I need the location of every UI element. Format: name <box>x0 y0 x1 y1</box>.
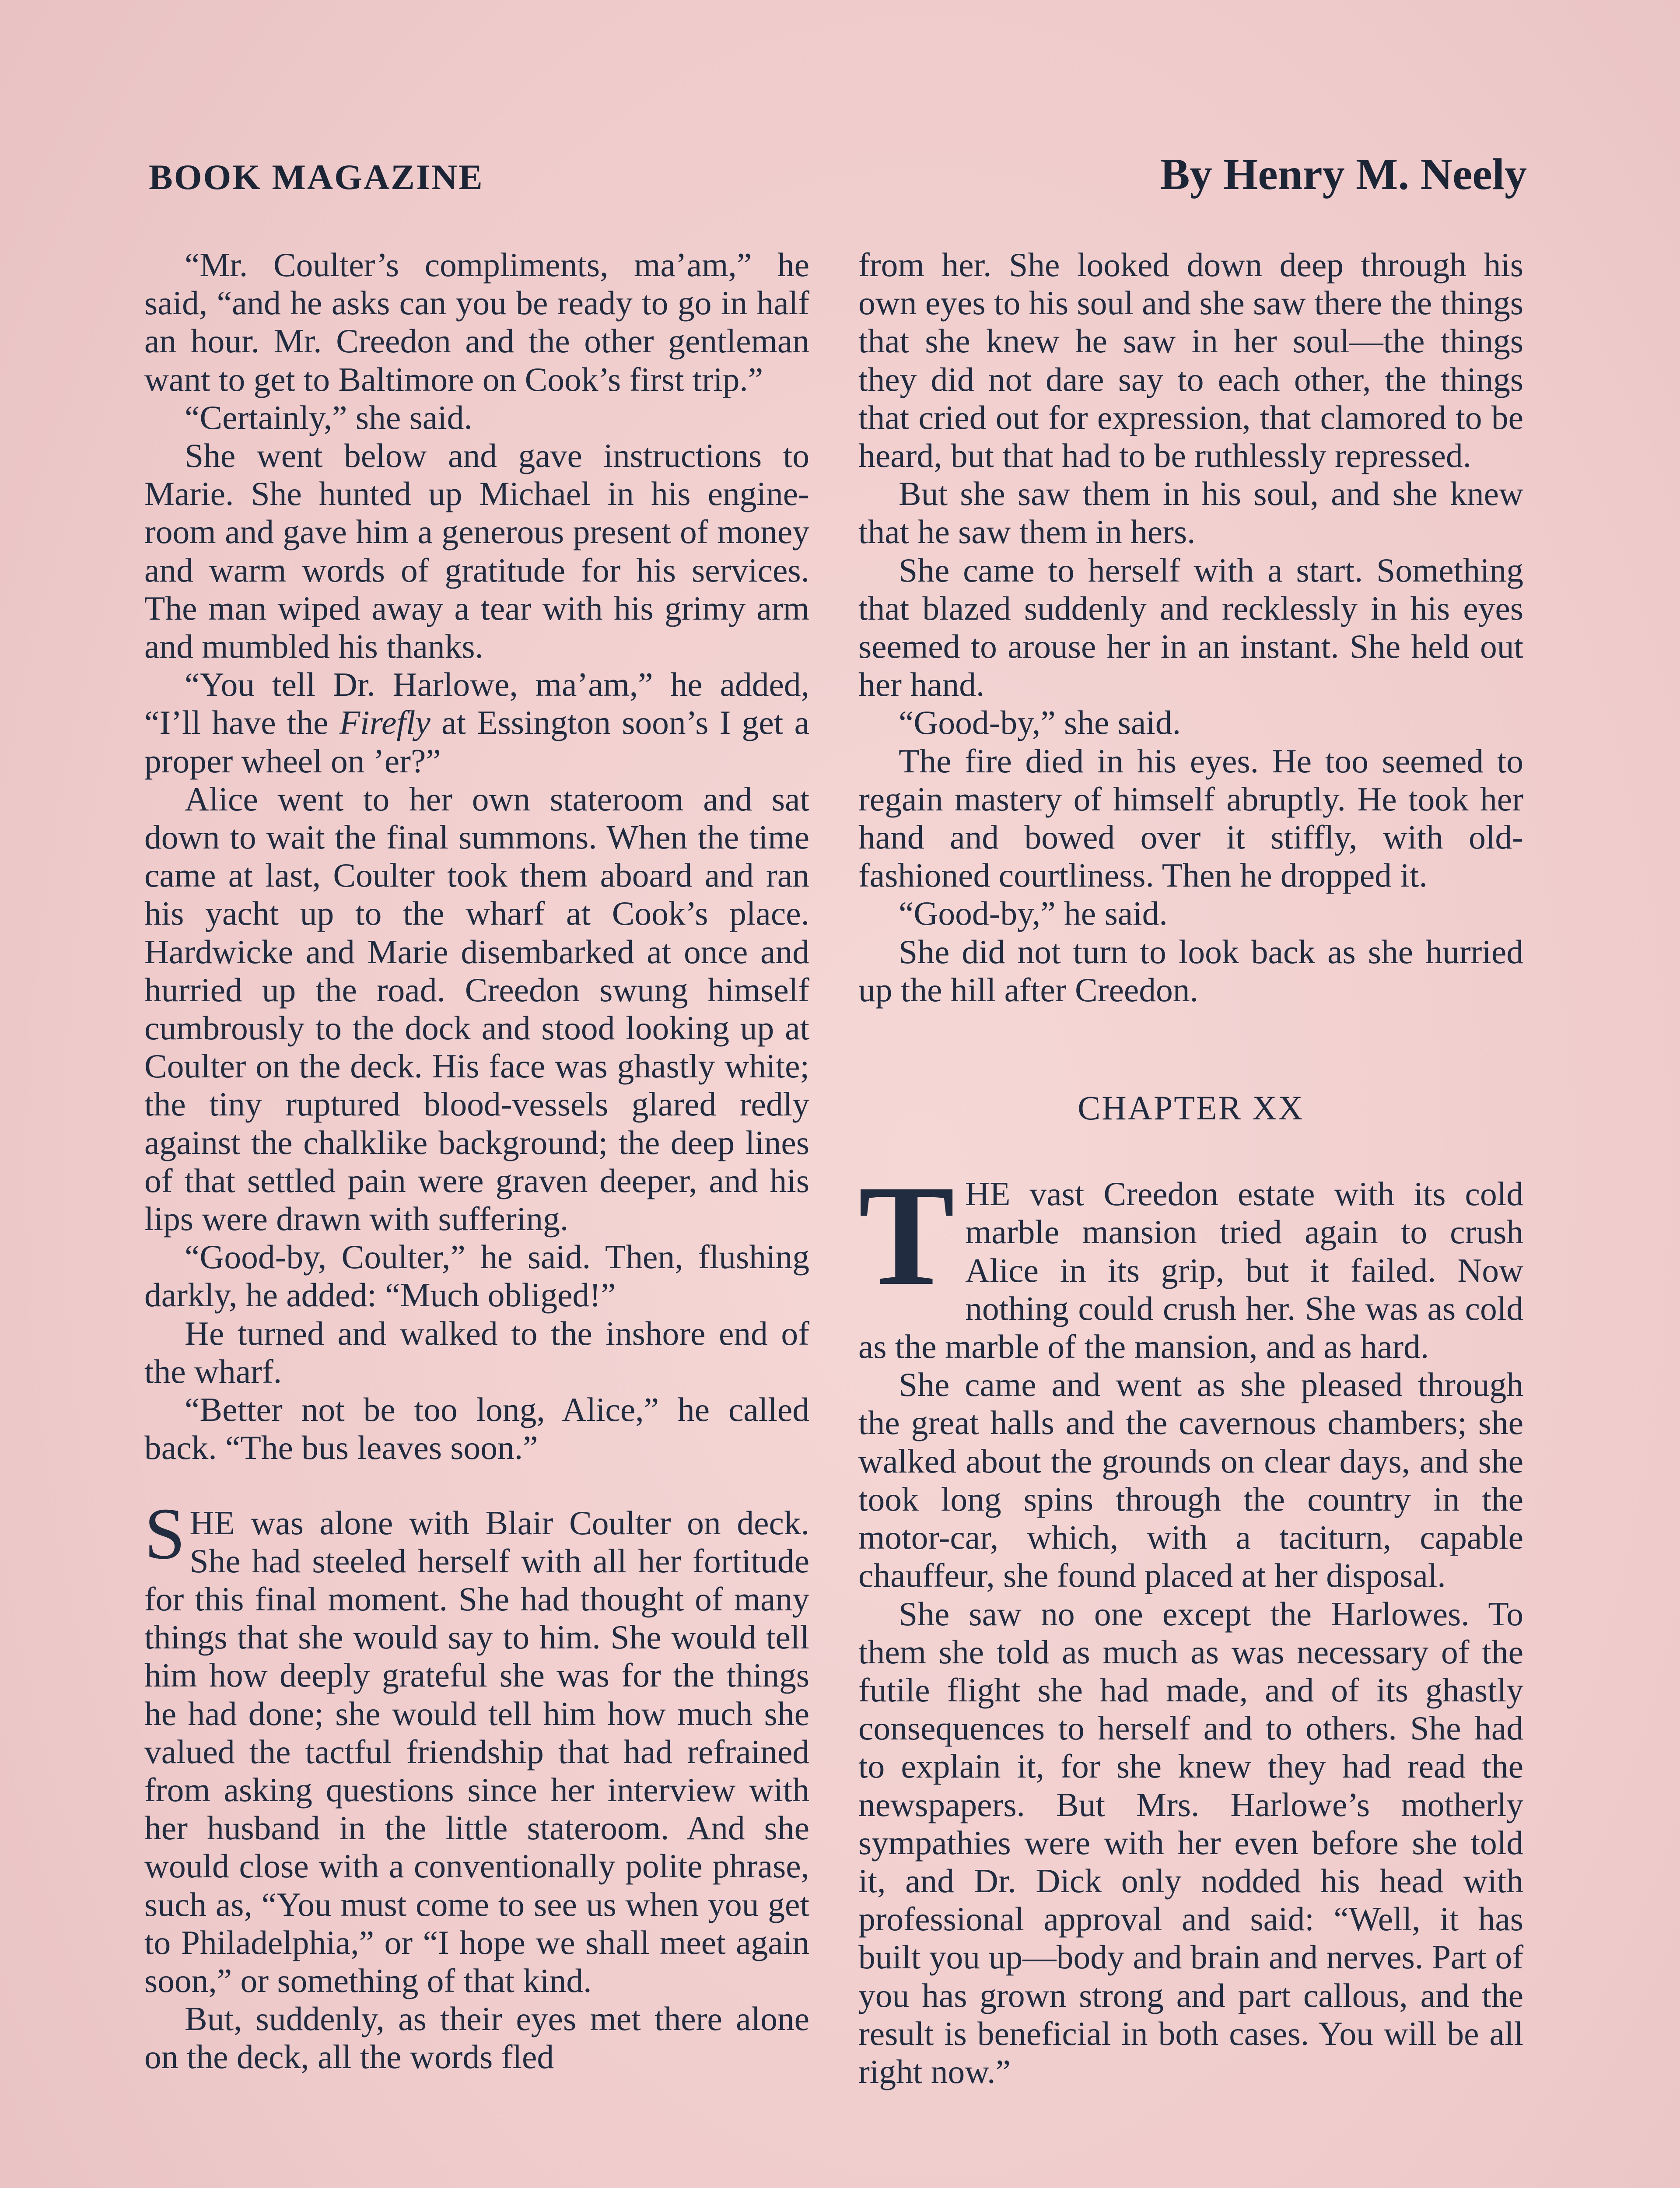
paragraph-text: “You tell Dr. Harlowe, ma’am,” he added, “I’ll have the <box>144 666 809 742</box>
paragraph: from her. She looked down deep through his own eyes to his soul and she saw there the things that she knew he saw in her soul—the things they did not dare say to each other, the things that cried out for expression, that clamored to be heard, but that had to be ruthlessly repressed. <box>858 246 1523 475</box>
paragraph: But she saw them in his soul, and she knew that he saw them in hers. <box>858 475 1523 551</box>
paragraph: She did not turn to look back as she hurried up the hill after Creedon. <box>858 933 1523 1009</box>
paragraph: She came to herself with a start. Something that blazed suddenly and recklessly in his eyes seemed to arouse her in an instant. She held out her hand. <box>858 551 1523 704</box>
left-column <box>144 246 809 2076</box>
paragraph-text: HE vast Creedon estate with its cold marble mansion tried again to crush Alice in its grip, but it failed. Now nothing could crush her. She was as cold as the marble of the mansion, and as hard. <box>858 1175 1523 1366</box>
section-paragraph <box>144 1493 809 2000</box>
paragraph-text: at Essington soon’s I get a proper wheel on ’er?” <box>144 704 809 780</box>
paragraph: “Good-by,” she said. <box>899 704 1181 742</box>
chapter-heading: CHAPTER XX <box>1078 1089 1304 1127</box>
paragraph: “Certainly,” she said. <box>185 398 472 436</box>
running-header <box>149 149 1527 210</box>
paragraph: “Better not be too long, Alice,” he called back. “The bus leaves soon.” <box>144 1391 809 1467</box>
chapter-opening-paragraph <box>858 1156 1523 1366</box>
initial-capital: S <box>144 1493 186 1574</box>
author-byline: By Henry M. Neely <box>1160 150 1527 199</box>
paragraph: She went below and gave instructions to Marie. She hunted up Michael in his engine-room and gave him a generous present of money and warm words of gratitude for his services. The man wiped away a tear with his grimy arm and mumbled his thanks. <box>144 437 809 666</box>
paragraph: She came and went as she pleased through the great halls and the cavernous chambers; she walked about the grounds on clear days, and she took long spins through the country in the motor-car, which, with a taciturn, capable chauffeur, she found placed at her disposal. <box>858 1366 1523 1595</box>
paragraph: She saw no one except the Harlowes. To them she told as much as was necessary of the futile flight she had made, and of its ghastly consequences to herself and to others. She had to explain it, for she knew they had read the newspapers. But Mrs. Harlowe’s motherly sympathies were with her even before she told it, and Dr. Dick only nodded his head with professional approval and said: “Well, it has built you up—body and brain and nerves. Part of you has grown strong and part callous, and the result is beneficial in both cases. You will be all right now.” <box>858 1595 1523 2090</box>
drop-cap: T <box>858 1156 955 1316</box>
paragraph: “Good-by,” he said. <box>899 894 1168 933</box>
magazine-title: BOOK MAGAZINE <box>149 157 484 197</box>
paragraph: But, suddenly, as their eyes met there alone on the deck, all the words fled <box>144 2000 809 2076</box>
paragraph: Alice went to her own stateroom and sat down to wait the final summons. When the time came at last, Coulter took them aboard and ran his yacht up to the wharf at Cook’s place. Hardwicke and Marie disembarked at once and hurried up the road. Creedon swung himself cumbrously to the dock and stood looking up at Coulter on the deck. His face was ghastly white; the tiny ruptured blood-vessels glared redly against the chalklike background; the deep lines of that settled pain were graven deeper, and his lips were drawn with suffering. <box>144 780 809 1238</box>
paragraph <box>144 666 809 780</box>
paragraph: He turned and walked to the inshore end of the wharf. <box>144 1314 809 1390</box>
paragraph: The fire died in his eyes. He too seemed to regain mastery of himself abruptly. He took her hand and bowed over it stiffly, with old-fashioned courtliness. Then he dropped it. <box>858 742 1523 894</box>
paragraph-text: HE was alone with Blair Coulter on deck. She had steeled herself with all her fortitude for this final moment. She had thought of many things that she would say to him. She would tell him how deeply grateful she was for the things he had done; she would tell him how much she valued the tactful friendship that had refrained from asking questions since her interview with her husband in the little stateroom. And she would close with a conventionally polite phrase, such as, “You must come to see us when you get to Philadelphia,” or “I hope we shall meet again soon,” or something of that kind. <box>144 1504 809 1999</box>
right-column <box>858 246 1523 2091</box>
paragraph: “Mr. Coulter’s compliments, ma’am,” he said, “and he asks can you be ready to go in half an hour. Mr. Creedon and the other gentleman want to get to Baltimore on Cook’s first trip.” <box>144 246 809 398</box>
paragraph: “Good-by, Coulter,” he said. Then, flushing darkly, he added: “Much obliged!” <box>144 1238 809 1314</box>
boat-name: Firefly <box>339 704 430 742</box>
